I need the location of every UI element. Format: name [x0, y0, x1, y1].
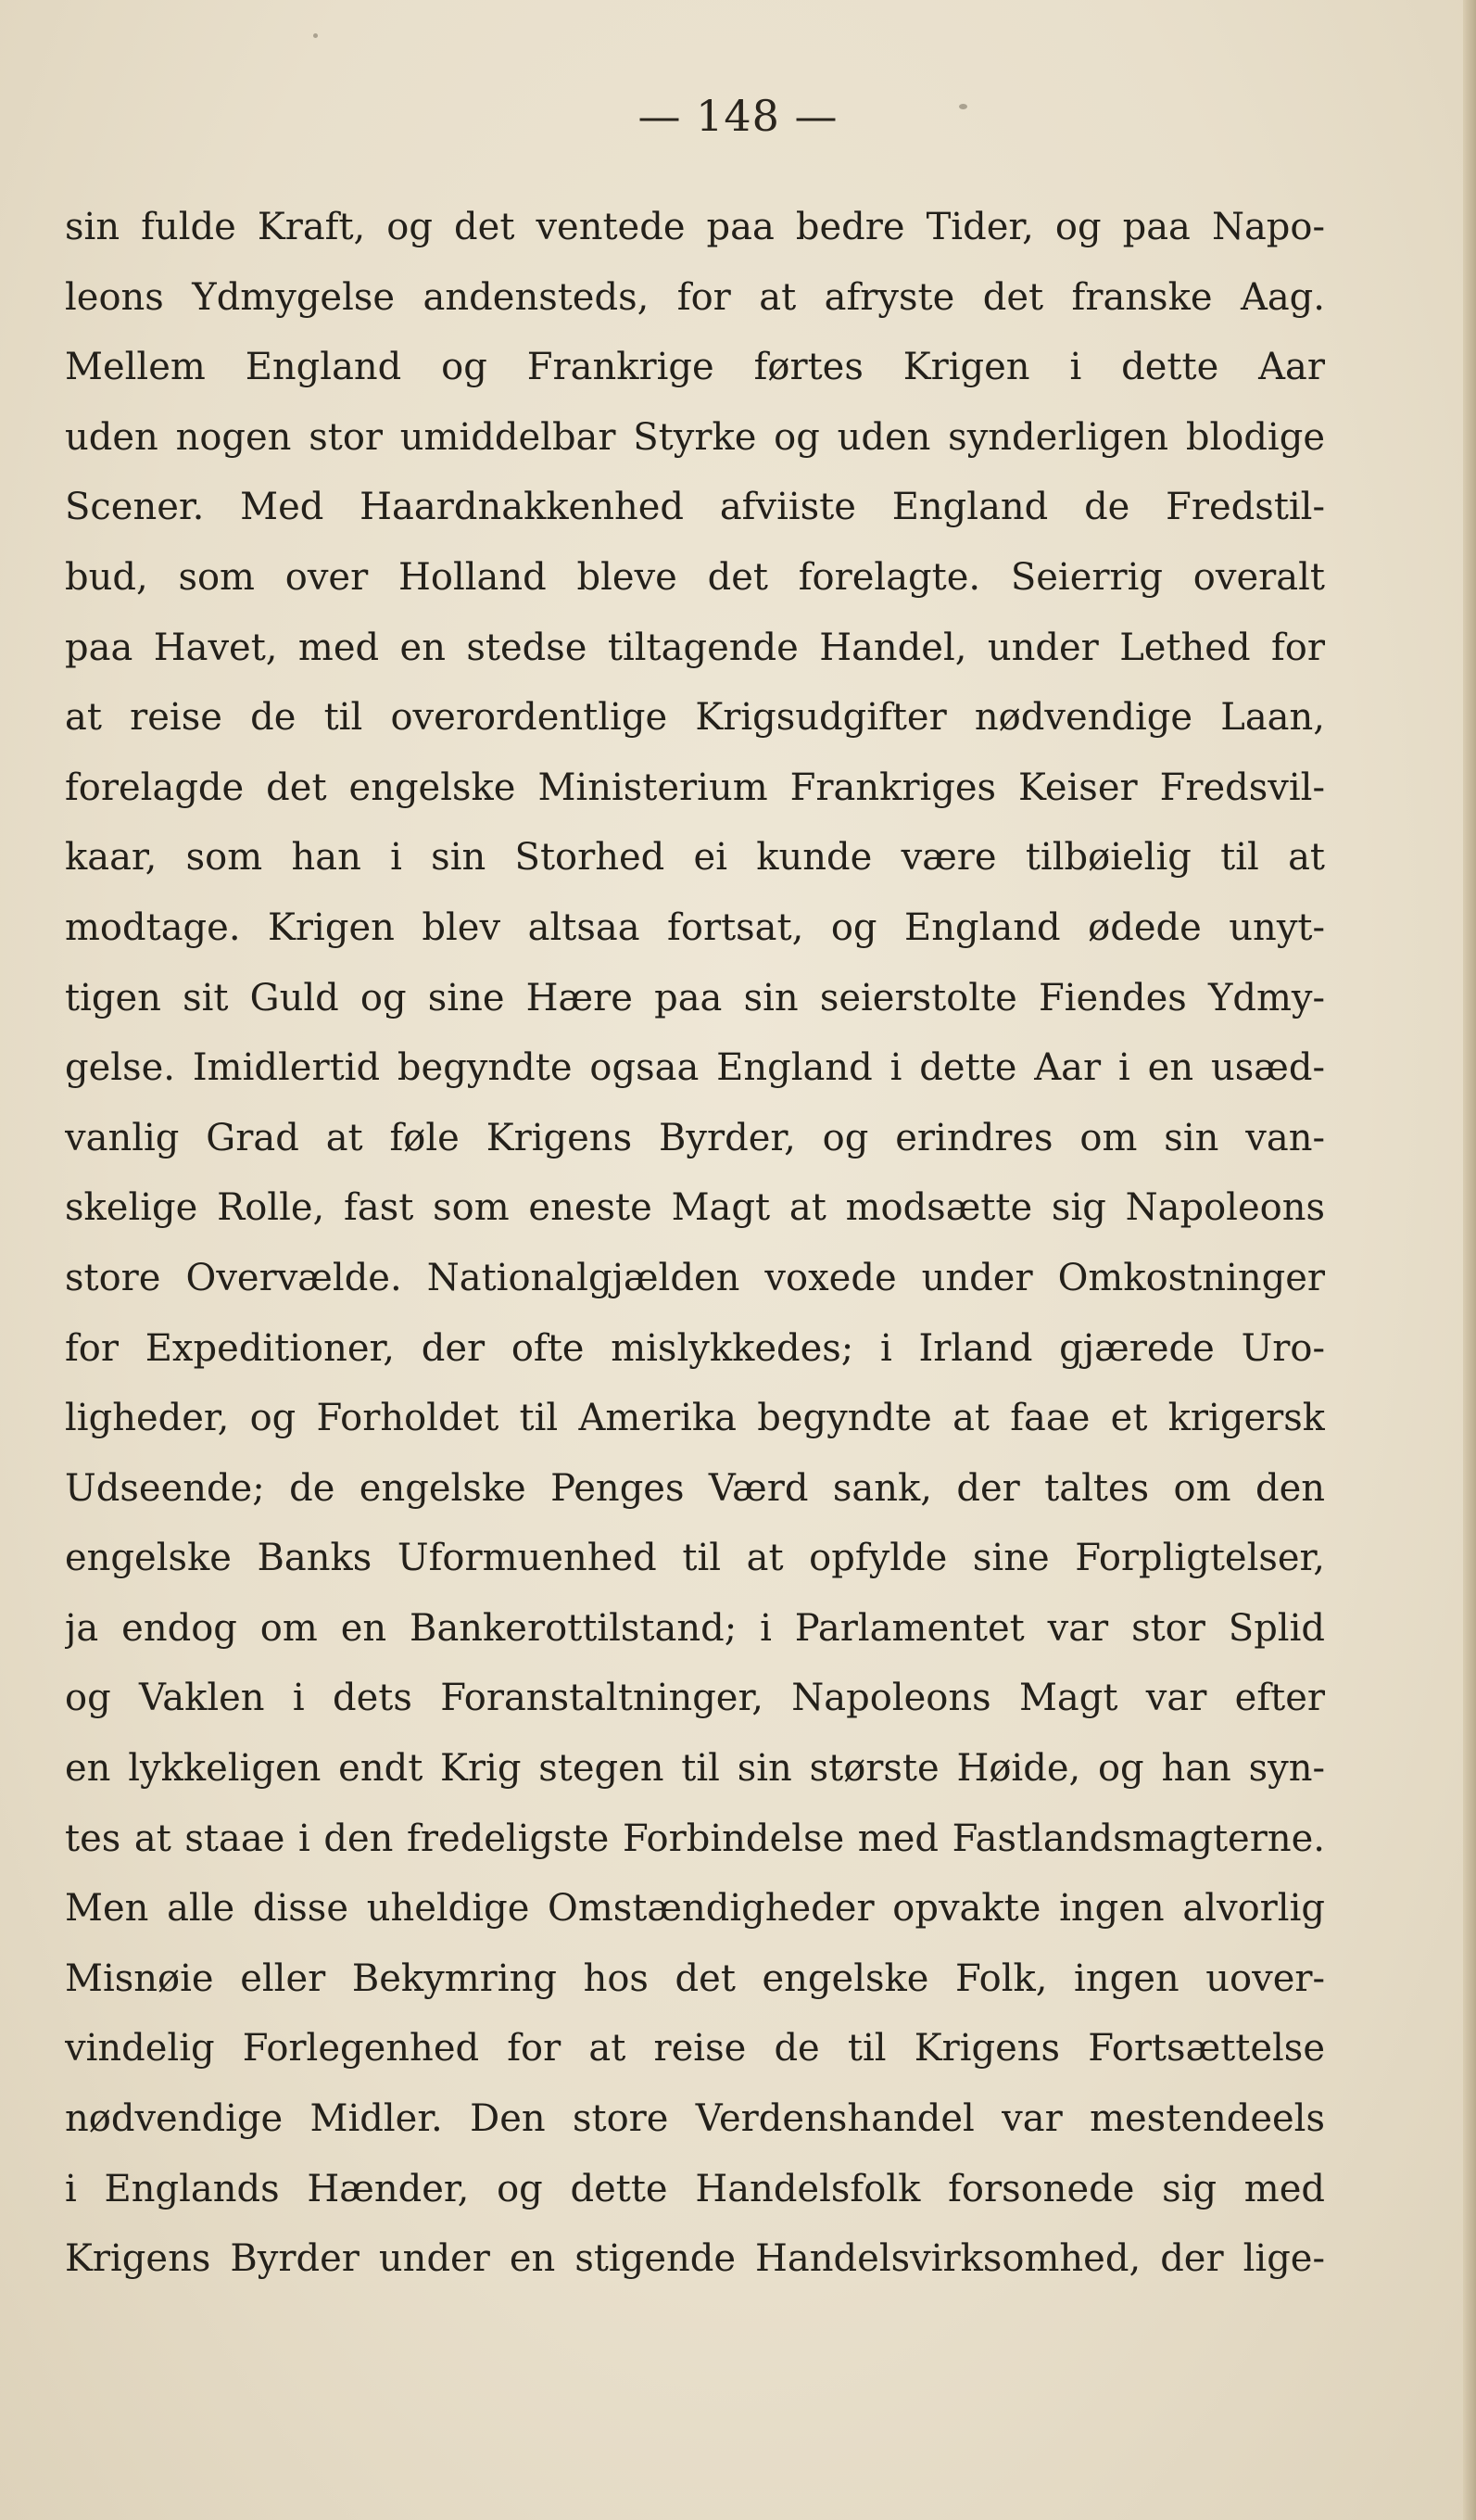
- text-line: uden nogen stor umiddelbar Styrke og uden synderligen blodige: [65, 415, 1325, 459]
- text-line: Krigens Byrder under en stigende Handelsvirksomhed, der lige-: [65, 2237, 1325, 2281]
- text-line: sin fulde Kraft, og det ventede paa bedre Tider, og paa Napo-: [65, 206, 1325, 248]
- text-line: skelige Rolle, fast som eneste Magt at modsætte sig Napoleons: [65, 1186, 1325, 1230]
- text-line: en lykkeligen endt Krig stegen til sin største Høide, og han syn-: [65, 1747, 1325, 1791]
- text-line: kaar, som han i sin Storhed ei kunde være tilbøielig til at: [65, 836, 1325, 880]
- text-line: Mellem England og Frankrige førtes Krigen i dette Aar: [65, 346, 1325, 389]
- text-line: i Englands Hænder, og dette Handelsfolk forsonede sig med: [65, 2167, 1325, 2210]
- text-line: leons Ydmygelse andensteds, for at afryste det franske Aag.: [65, 275, 1325, 319]
- text-line: Men alle disse uheldige Omstændigheder opvakte ingen alvorlig: [65, 1887, 1325, 1931]
- text-line: modtage. Krigen blev altsaa fortsat, og England ødede unyt-: [65, 905, 1325, 949]
- text-line: vindelig Forlegenhed for at reise de til Krigens Fortsættelse: [65, 2027, 1325, 2070]
- text-line: paa Havet, med en stedse tiltagende Handel, under Lethed for: [65, 626, 1325, 669]
- text-line: gelse. Imidlertid begyndte ogsaa England i dette Aar i en usæd-: [65, 1046, 1325, 1090]
- text-line: ja endog om en Bankerottilstand; i Parlamentet var stor Splid: [65, 1606, 1325, 1650]
- text-line: store Overvælde. Nationalgjælden voxede under Omkostninger: [65, 1256, 1325, 1299]
- text-line: for Expeditioner, der ofte mislykkedes; i Irland gjærede Uro-: [65, 1326, 1325, 1370]
- text-line: engelske Banks Uformuenhed til at opfylde sine Forpligtelser,: [65, 1537, 1325, 1580]
- text-line: og Vaklen i dets Foranstaltninger, Napoleons Magt var efter: [65, 1677, 1325, 1720]
- text-line: Udseende; de engelske Penges Værd sank, der taltes om den: [65, 1466, 1325, 1510]
- text-line: tigen sit Guld og sine Hære paa sin seierstolte Fiendes Ydmy-: [65, 976, 1325, 1019]
- text-line: ligheder, og Forholdet til Amerika begyndte at faae et krigersk: [65, 1397, 1325, 1440]
- ink-speck: [313, 33, 318, 38]
- text-line: tes at staae i den fredeligste Forbindelse med Fastlandsmagterne.: [65, 1817, 1325, 1860]
- text-line: vanlig Grad at føle Krigens Byrder, og erindres om sin van-: [65, 1116, 1325, 1159]
- text-line: nødvendige Midler. Den store Verdenshandel var mestendeels: [65, 2097, 1325, 2141]
- text-line: Scener. Med Haardnakkenhed afviiste England de Fredstil-: [65, 486, 1325, 529]
- text-line: at reise de til overordentlige Krigsudgifter nødvendige Laan,: [65, 696, 1325, 740]
- page-number: — 148 —: [637, 91, 839, 141]
- text-line: Misnøie eller Bekymring hos det engelske Folk, ingen uover-: [65, 1956, 1325, 2000]
- text-line: forelagde det engelske Ministerium Frankriges Keiser Fredsvil-: [65, 766, 1325, 809]
- body-text: [65, 193, 1325, 2295]
- text-line: bud, som over Holland bleve det forelagte. Seierrig overalt: [65, 555, 1325, 599]
- page-edge-shadow: [1463, 0, 1476, 2520]
- ink-speck: [959, 104, 967, 109]
